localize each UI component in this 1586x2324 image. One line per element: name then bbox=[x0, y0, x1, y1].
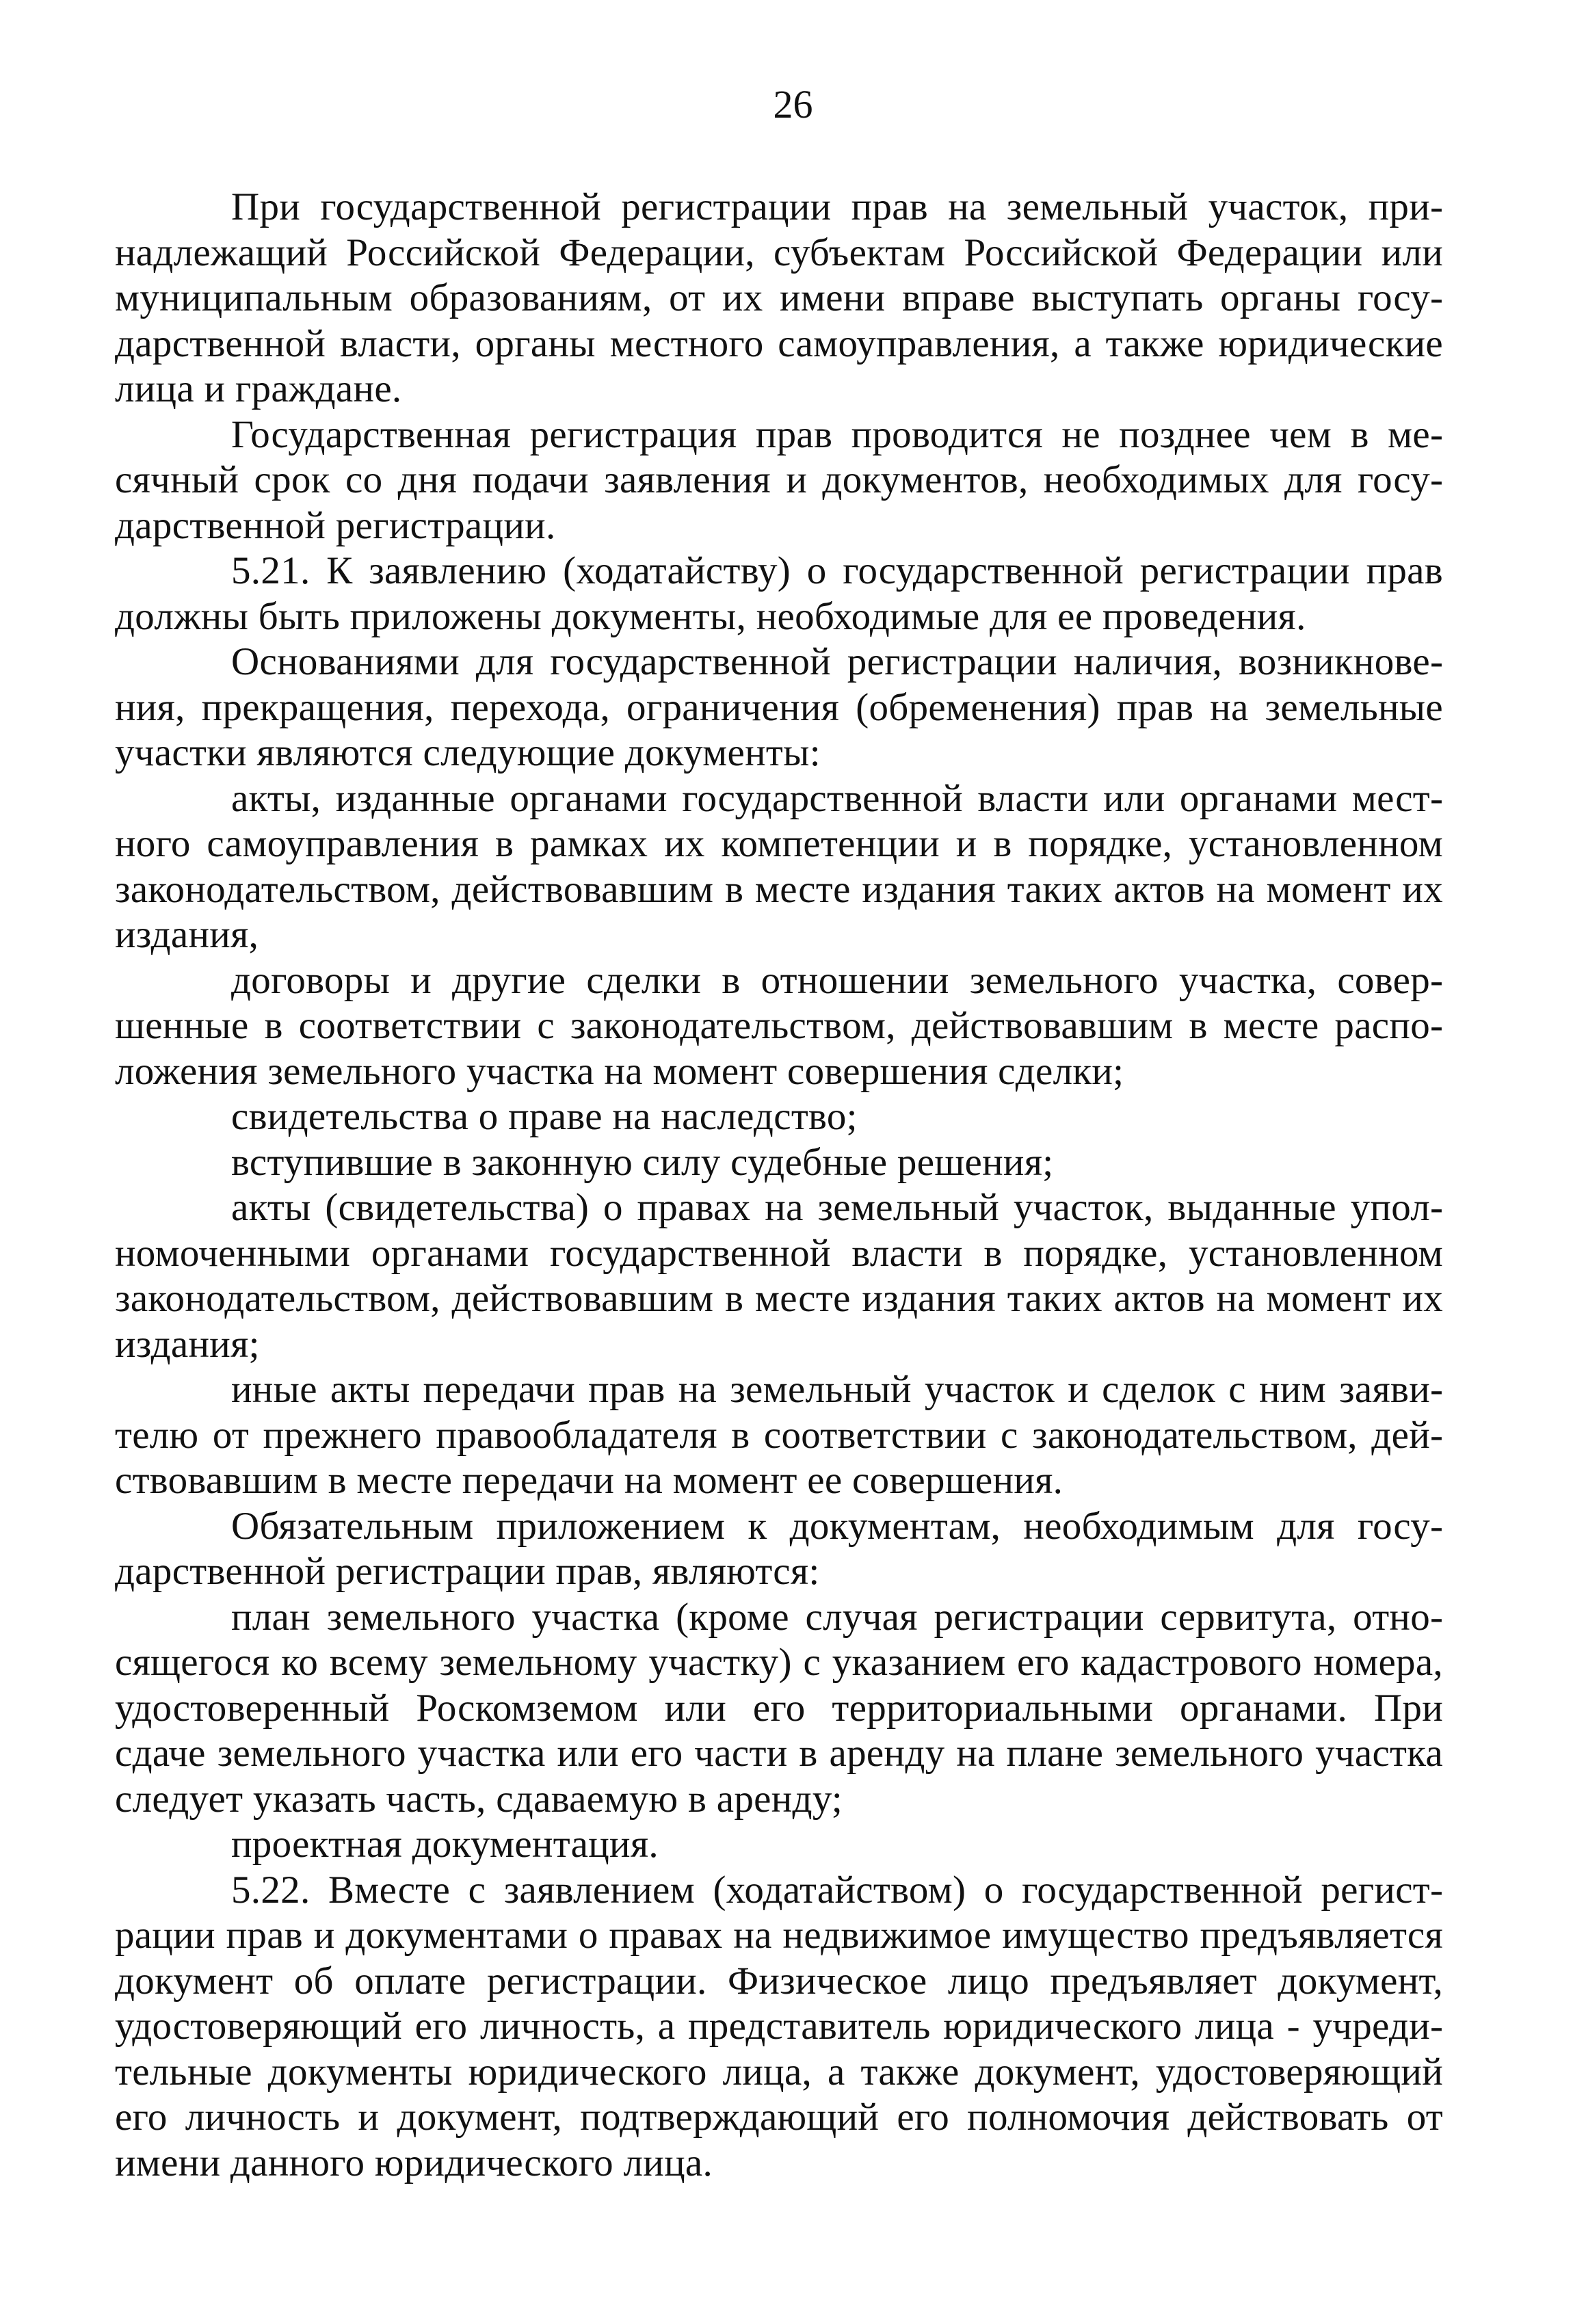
list-item-court-decisions: вступившие в законную силу судебные решения; bbox=[231, 1140, 1054, 1184]
paragraph-registration-term: Государственная регистрация прав проводится не позднее чем в месячный срок со дня подачи заявления и документов, необходимых для государственной регистрации. bbox=[115, 412, 1443, 547]
paragraph-registration-representatives: При государственной регистрации прав на земельный участок, принадлежащий Российской Федерации, субъектам Российской Федерации или муниципальным образованиям, от их имени вправе выступать органы государственной власти, органы местного самоуправления, а также юридические лица и граждане. bbox=[115, 185, 1443, 410]
list-item-project-documentation: проектная документация. bbox=[231, 1823, 659, 1866]
list-item-land-plan: план земельного участка (кроме случая регистрации сервитута, относящегося ко всему земельному участку) с указанием его кадастрового номера, удостоверенный Роскомземом или его территориальными органами. При сдаче земельного участка или его части в аренду на плане земельного участка следует указать часть, сдаваемую в аренду; bbox=[115, 1595, 1443, 1821]
paragraph-mandatory-attachments: Обязательным приложением к документам, необходимым для государственной регистрации прав, являются: bbox=[115, 1504, 1443, 1593]
list-item-inheritance-certificates: свидетельства о праве на наследство; bbox=[231, 1095, 858, 1138]
paragraph-5-22: 5.22. Вместе с заявлением (ходатайством) о государственной регистрации прав и документами о правах на недвижимое имущество предъявляется документ об оплате регистрации. Физическое лицо предъявляет документ, удостоверяющий его личность, а представитель юридического лица - учредительные документы юридического лица, а также документ, удостоверяющий его личность и документ, подтверждающий его полномочия действовать от имени данного юридического лица. bbox=[115, 1868, 1443, 2184]
paragraph-5-21: 5.21. К заявлению (ходатайству) о государственной регистрации прав должны быть приложены документы, необходимые для ее проведения. bbox=[115, 549, 1443, 638]
list-item-land-rights-certificates: акты (свидетельства) о правах на земельный участок, выданные уполномоченными органами государственной власти в порядке, установленном законодательством, действовавшим в месте издания таких актов на момент их издания; bbox=[115, 1186, 1443, 1366]
paragraph-registration-grounds: Основаниями для государственной регистрации наличия, возникновения, прекращения, перехода, ограничения (обременения) прав на земельные участки являются следующие документы: bbox=[115, 640, 1443, 774]
list-item-other-transfer-acts: иные акты передачи прав на земельный участок и сделок с ним заявителю от прежнего правообладателя в соответствии с законодательством, действовавшим в месте передачи на момент ее совершения. bbox=[115, 1368, 1443, 1502]
list-item-contracts-deals: договоры и другие сделки в отношении земельного участка, совершенные в соответствии с законодательством, действовавшим в месте расположения земельного участка на момент совершения сделки; bbox=[115, 958, 1443, 1093]
page-number: 26 bbox=[773, 82, 813, 127]
document-body bbox=[115, 185, 1443, 2186]
list-item-acts-of-authorities: акты, изданные органами государственной власти или органами местного самоуправления в рамках их компетенции и в порядке, установленном законодательством, действовавшим в месте издания таких актов на момент их издания, bbox=[115, 776, 1443, 956]
